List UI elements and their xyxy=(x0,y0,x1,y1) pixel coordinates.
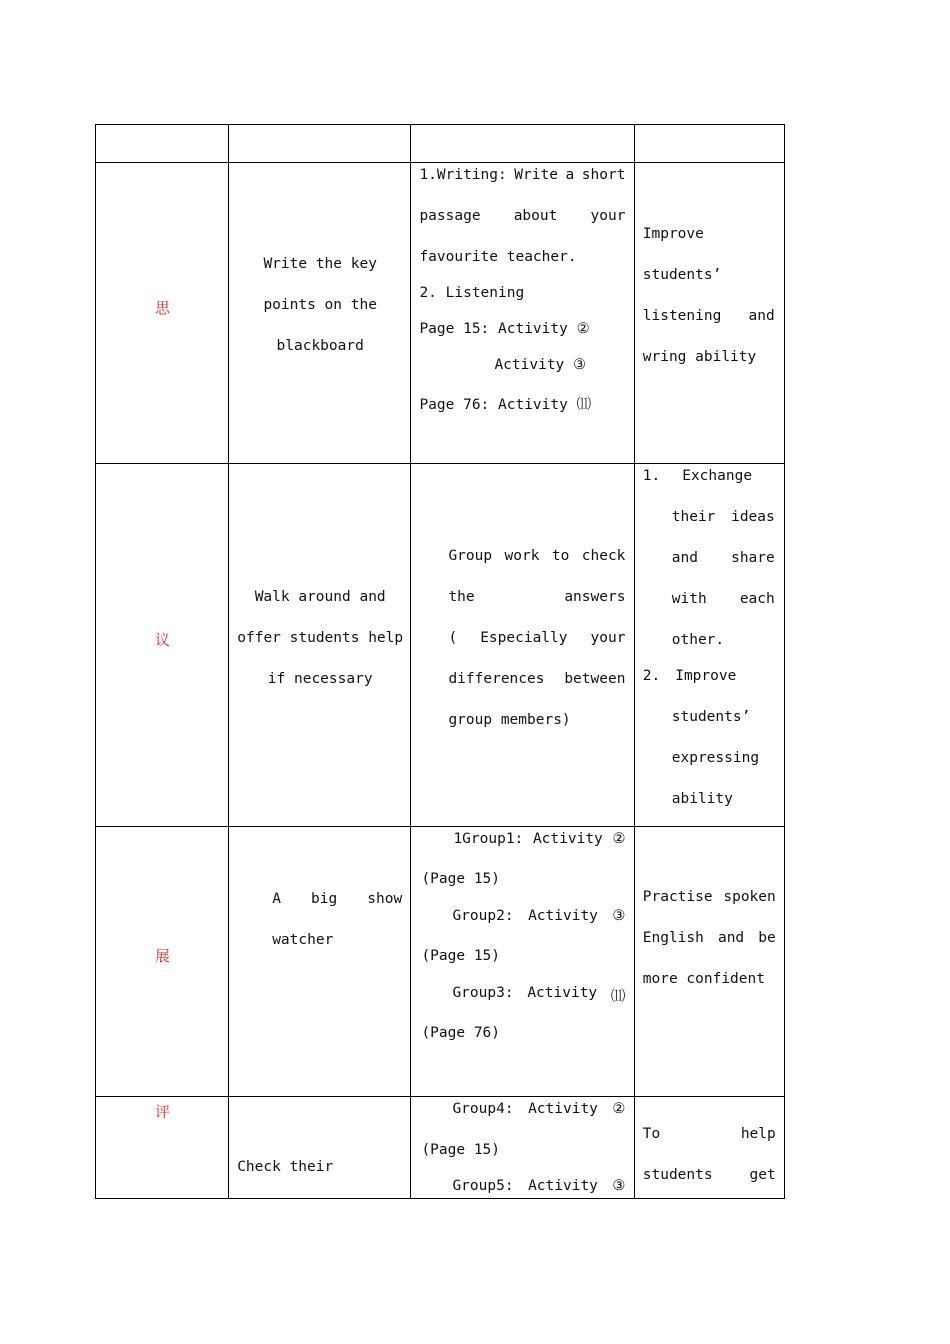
student-activity-cell xyxy=(411,827,634,1097)
student-line: (Page 15) xyxy=(421,1142,501,1158)
student-line: Page 15: Activity ② xyxy=(419,321,590,337)
table-row-evaluate xyxy=(96,1097,785,1199)
header-cell-teacher xyxy=(229,125,411,163)
teacher-line: points on the xyxy=(263,297,377,313)
purpose-line: To help xyxy=(642,1126,776,1142)
table-row-think xyxy=(96,163,785,464)
student-activity-cell xyxy=(411,464,634,827)
table-row-show xyxy=(96,827,785,1097)
student-line: (Page 76) xyxy=(421,1025,501,1041)
student-line: passage about your xyxy=(419,208,626,224)
purpose-line: more confident xyxy=(642,971,765,987)
teacher-line: offer students help xyxy=(237,630,404,646)
purpose-cell xyxy=(634,1097,784,1199)
header-cell-purpose xyxy=(634,125,784,163)
teacher-line: if necessary xyxy=(267,671,373,687)
table-row-discuss xyxy=(96,464,785,827)
purpose-line: Improve xyxy=(642,226,704,242)
purpose-line: students’ xyxy=(671,709,751,725)
student-line: ( Especially your xyxy=(448,630,626,646)
teacher-activity-cell xyxy=(229,1097,411,1199)
student-line: Group3: Activity ⑾ xyxy=(452,985,626,1005)
student-line: 1.Writing: Write a short xyxy=(419,167,626,183)
teacher-activity-cell xyxy=(229,464,411,827)
purpose-line: 1. Exchange xyxy=(642,468,753,484)
stage-cell xyxy=(96,464,229,827)
student-line: Group work to check xyxy=(448,548,626,564)
table-header-row xyxy=(96,125,785,163)
purpose-line: their ideas xyxy=(671,509,775,525)
student-line: Group4: Activity ② xyxy=(452,1101,626,1117)
teacher-line: watcher xyxy=(272,932,334,948)
purpose-line: other. xyxy=(671,632,725,648)
purpose-cell xyxy=(634,163,784,464)
student-line: differences between xyxy=(448,671,626,687)
student-line: (Page 15) xyxy=(421,948,501,964)
student-line: the answers xyxy=(448,589,626,605)
purpose-line: wring ability xyxy=(642,349,757,365)
stage-label: 议 xyxy=(154,631,170,649)
teacher-activity-cell xyxy=(229,827,411,1097)
teacher-activity-cell xyxy=(229,163,411,464)
purpose-line: 2. Improve xyxy=(642,668,737,684)
student-line: Group2: Activity ③ xyxy=(452,908,626,924)
purpose-line: expressing xyxy=(671,750,760,766)
student-line: (Page 15) xyxy=(421,871,501,887)
teacher-line: blackboard xyxy=(276,338,364,354)
stage-cell xyxy=(96,827,229,1097)
header-cell-student xyxy=(411,125,634,163)
stage-cell xyxy=(96,1097,229,1199)
teacher-line: Walk around and xyxy=(254,589,386,605)
teacher-line: Write the key xyxy=(263,256,377,272)
student-line: 1Group1: Activity ② xyxy=(453,831,626,847)
stage-cell xyxy=(96,163,229,464)
student-line: group members) xyxy=(448,712,571,728)
student-line: 2. Listening xyxy=(419,285,525,301)
student-activity-cell xyxy=(411,1097,634,1199)
header-cell-stage xyxy=(96,125,229,163)
student-line: Page 76: Activity ⑾ xyxy=(419,397,592,413)
purpose-line: students get xyxy=(642,1167,776,1183)
purpose-line: ability xyxy=(671,791,733,807)
teacher-line: A big show xyxy=(272,891,403,907)
purpose-line: English and be xyxy=(642,930,776,946)
stage-label: 思 xyxy=(154,299,170,317)
purpose-line: listening and xyxy=(642,308,775,324)
student-line: favourite teacher. xyxy=(419,249,577,265)
purpose-cell xyxy=(634,827,784,1097)
purpose-line: with each xyxy=(671,591,775,607)
purpose-line: and share xyxy=(671,550,775,566)
student-activity-cell xyxy=(411,163,634,464)
purpose-line: students’ xyxy=(642,267,722,283)
student-line: Activity ③ xyxy=(494,357,587,373)
purpose-line: Practise spoken xyxy=(642,889,776,905)
student-line: Group5: Activity ③ xyxy=(452,1178,626,1194)
teacher-line: Check their xyxy=(237,1159,334,1175)
stage-label: 评 xyxy=(154,1103,170,1121)
lesson-plan-table xyxy=(95,124,785,1199)
stage-label: 展 xyxy=(154,947,170,965)
purpose-cell xyxy=(634,464,784,827)
